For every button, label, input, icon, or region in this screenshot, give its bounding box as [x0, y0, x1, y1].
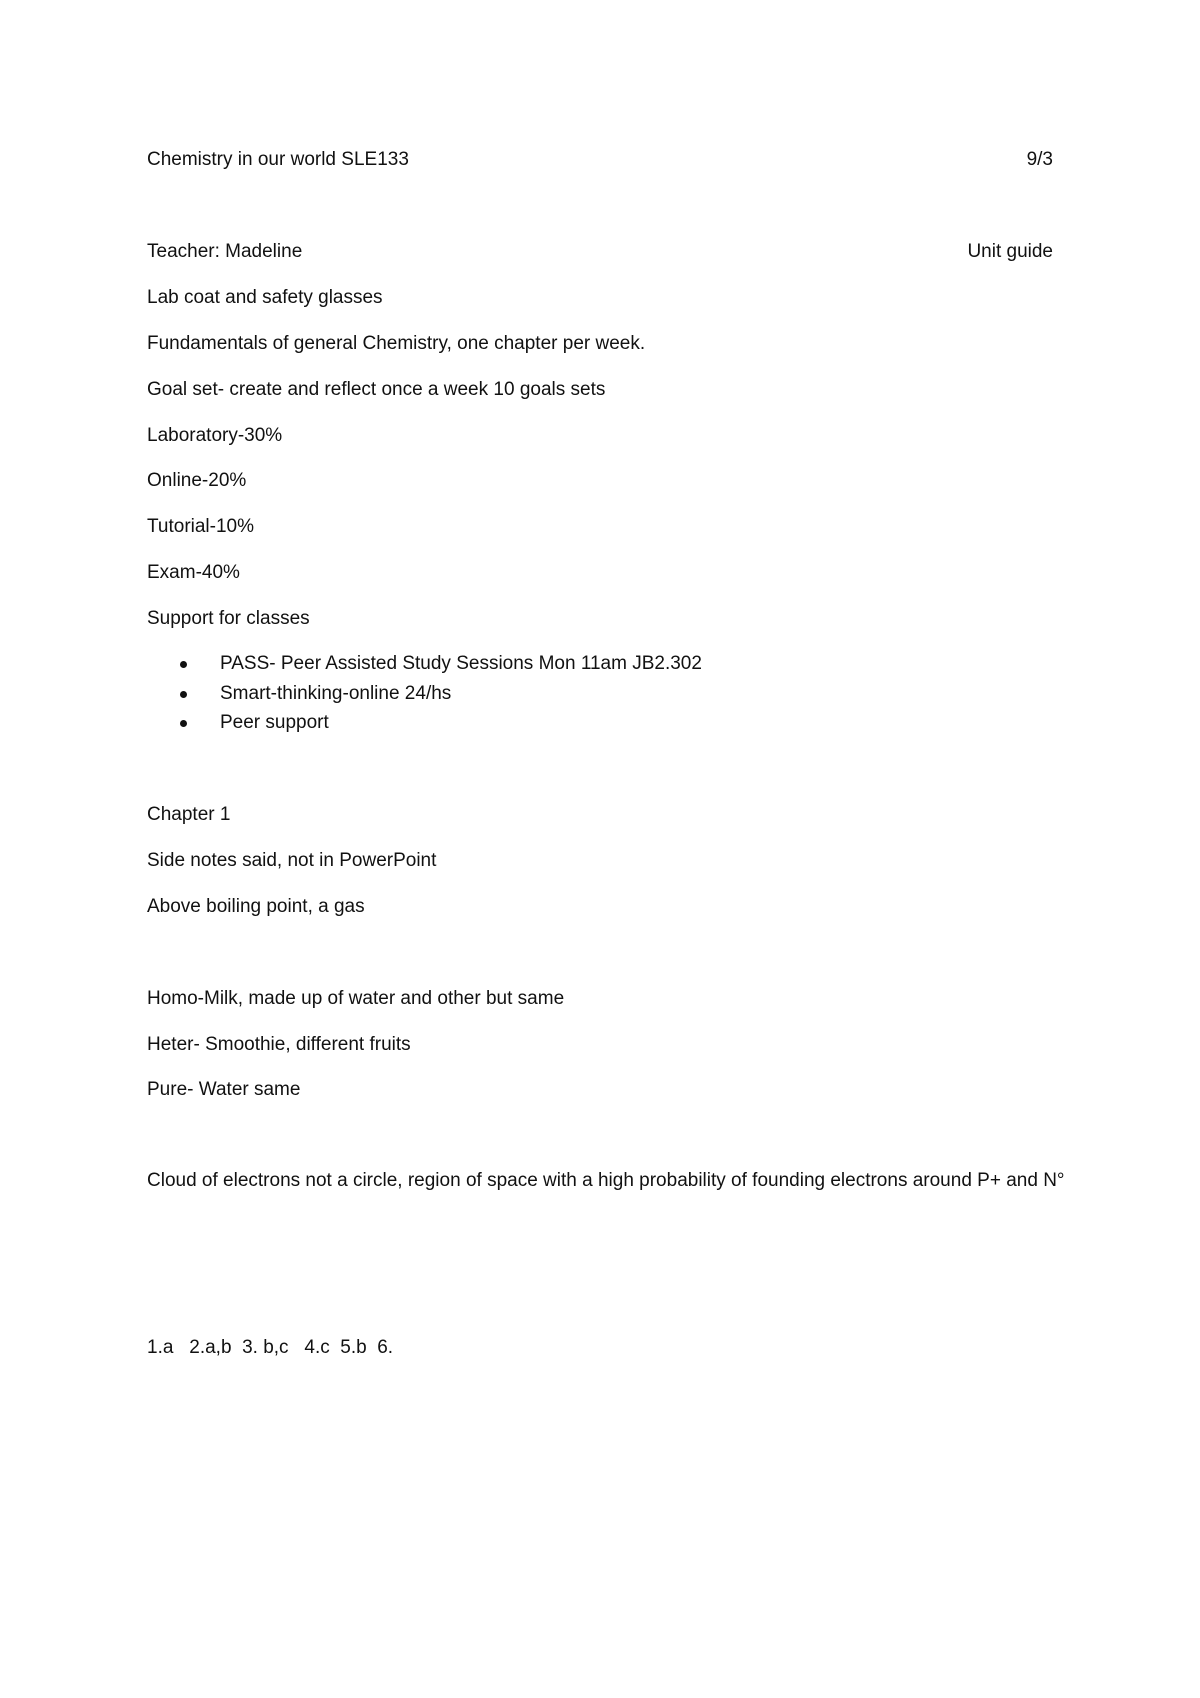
answers-line: 1.a 2.a,b 3. b,c 4.c 5.b 6. — [147, 1337, 394, 1358]
mixture-note: Homo-Milk, made up of water and other but same — [147, 988, 565, 1009]
chapter-heading: Chapter 1 — [147, 804, 231, 825]
bullet-icon — [180, 661, 187, 668]
bullet-icon — [180, 720, 187, 727]
grade-weight-line: Online-20% — [147, 470, 247, 491]
electron-cloud-note: Cloud of electrons not a circle, region of space with a high probability of founding electrons around P+ and N° — [147, 1170, 1065, 1191]
note-line: Fundamentals of general Chemistry, one chapter per week. — [147, 333, 646, 354]
support-heading: Support for classes — [147, 608, 310, 629]
note-line: Goal set- create and reflect once a week 10 goals sets — [147, 379, 606, 400]
teacher-line: Teacher: Madeline — [147, 241, 303, 262]
bullet-text: Peer support — [220, 712, 329, 733]
grade-weight-line: Laboratory-30% — [147, 425, 283, 446]
mixture-note: Pure- Water same — [147, 1079, 301, 1100]
bullet-text: PASS- Peer Assisted Study Sessions Mon 11am JB2.302 — [220, 653, 702, 674]
mixture-note: Heter- Smoothie, different fruits — [147, 1034, 411, 1055]
document-title: Chemistry in our world SLE133 — [147, 149, 409, 170]
chapter-note: Side notes said, not in PowerPoint — [147, 850, 437, 871]
unit-guide-label: Unit guide — [967, 241, 1053, 262]
chapter-note: Above boiling point, a gas — [147, 896, 365, 917]
document-date: 9/3 — [1026, 149, 1053, 170]
note-line: Lab coat and safety glasses — [147, 287, 383, 308]
bullet-text: Smart-thinking-online 24/hs — [220, 683, 452, 704]
grade-weight-line: Tutorial-10% — [147, 516, 255, 537]
grade-weight-line: Exam-40% — [147, 562, 240, 583]
bullet-icon — [180, 691, 187, 698]
